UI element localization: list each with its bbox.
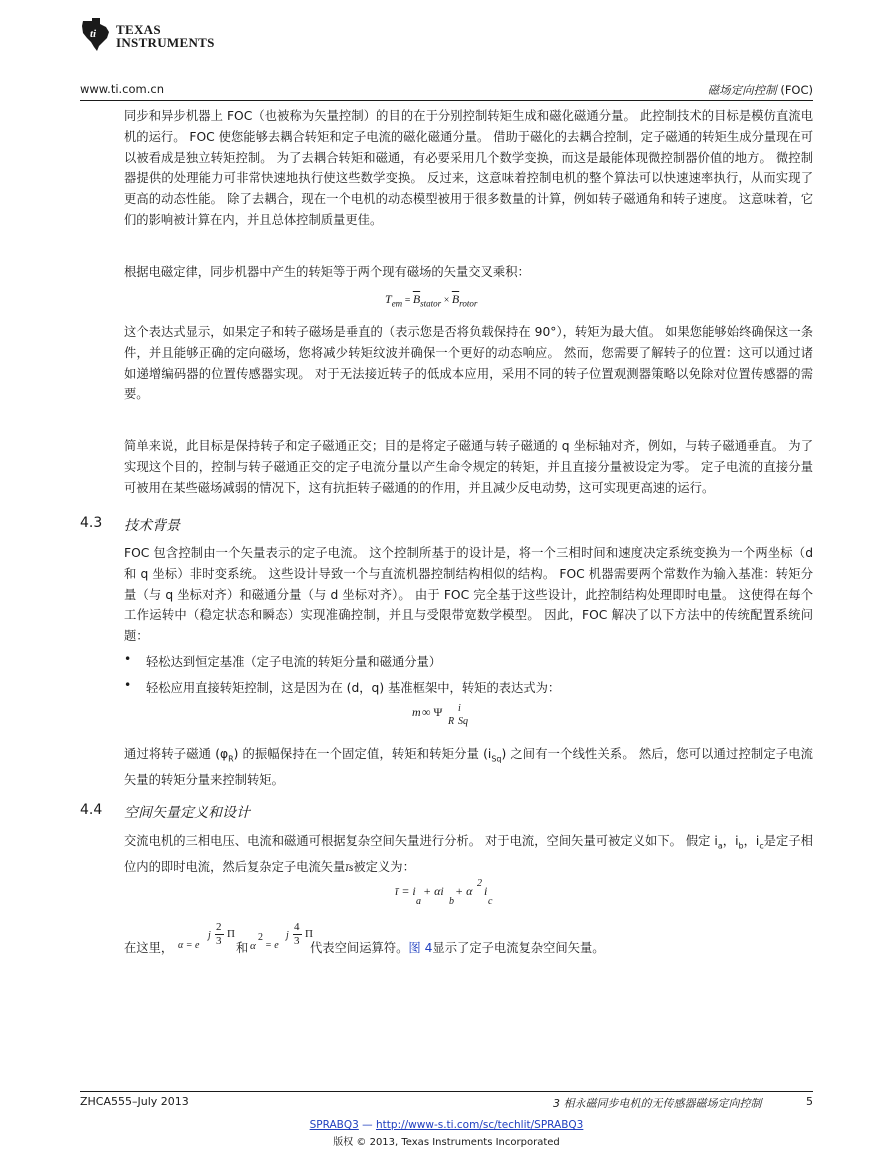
equation-space-vector bbox=[395, 880, 515, 912]
brand-line-1: TEXAS bbox=[116, 22, 161, 37]
p8-tail bbox=[310, 938, 605, 956]
section-4-4-number: 4.4 bbox=[80, 802, 103, 818]
p8-alpha2: α bbox=[250, 940, 256, 952]
eq2-i: i bbox=[458, 703, 461, 714]
paragraph-space-vector bbox=[124, 831, 813, 878]
paragraph-torque-law: 根据电磁定律，同步机器中产生的转矩等于两个现有磁场的矢量交叉乘积： bbox=[124, 265, 530, 279]
eq3-alpha2-term: + α bbox=[455, 884, 473, 898]
running-header-abbr: (FOC) bbox=[776, 83, 813, 97]
eq2-sq-sub: Sq bbox=[458, 716, 468, 727]
equation-torque bbox=[385, 292, 477, 308]
p8-exp1-num: 2 bbox=[216, 921, 222, 933]
p8-exp2-den: 3 bbox=[294, 935, 300, 947]
eq3-i: i bbox=[484, 884, 488, 898]
footer-copyright: 版权 © 2013, Texas Instruments Incorporated bbox=[333, 1137, 560, 1148]
bullet-2-mark: • bbox=[124, 678, 132, 692]
eq3-sub-c: c bbox=[488, 896, 493, 907]
p8-alpha2-sup: 2 bbox=[258, 932, 263, 943]
p8-part-b: 代表空间运算符。 bbox=[310, 941, 409, 955]
svg-text:ti: ti bbox=[90, 28, 97, 40]
p6-part-b: ) 的振幅保持在一个固定值，转矩和转矩分量 (i bbox=[233, 747, 492, 761]
header-rule bbox=[80, 100, 813, 101]
p6-sub-sq: Sq bbox=[491, 754, 502, 764]
p8-exp1-den: 3 bbox=[216, 935, 222, 947]
footer-link-separator: — bbox=[358, 1119, 377, 1131]
paragraph-linear-relation bbox=[124, 744, 813, 791]
section-4-3-title: 技术背景 bbox=[124, 518, 180, 534]
paragraph-alpha-operator bbox=[124, 918, 813, 958]
p8-eq2: = e bbox=[265, 940, 279, 951]
footer-doc-link[interactable]: SPRABQ3 bbox=[309, 1119, 359, 1131]
p7-part-b: ，i bbox=[722, 834, 739, 848]
paragraph-orthogonal: 简单来说，此目标是保持转子和定子磁通正交；目的是将定子磁通与转子磁通的 q 坐标轴对齐，例如，与转子磁通垂直。 为了实现这个目的，控制与转子磁通正交的定子电流分量以产生命令规定的转矩，并且直接分量被设定为零。 定子电流的直接分量可被用在某些磁场减弱的情况下，这有抗拒转子磁通的的作用，并且减少反电动势，这可实现更高速的运行。 bbox=[124, 439, 813, 495]
eq1-b-rotor-sub: rotor bbox=[459, 298, 478, 309]
p7-vector-is: īs bbox=[345, 860, 354, 875]
p6-part-c: ) 之间有一个线性关系。 然后，您可以通过控制定子电流矢量的转矩分量来控制转矩。 bbox=[124, 747, 813, 788]
equation-torque-dq bbox=[412, 705, 492, 733]
p8-exp1-j: j bbox=[208, 930, 211, 941]
eq3-alpha-term: + αi bbox=[423, 884, 444, 898]
paragraph-tech-background: FOC 包含控制由一个矢量表示的定子电流。 这个控制所基于的设计是，将一个三相时间和速度决定系统变换为一个两坐标（d 和 q 坐标）非时变系统。 这些设计导致一个与直流机器控制结构相似的结构。 FOC 机器需要两个常数作为输入基准：转矩分量（与 q 坐标对齐）和磁通分量（与 d 坐标对齐）。 由于 FOC 完全基于这些设计，此控制结构处理即时电量。 这使得在每个工作运转中（稳定状态和瞬态）实现准确控制，并且与受限带宽数学模型。 因此，FOC 解决了以下方法中的传统配置系统问题： bbox=[124, 546, 813, 644]
bullet-1-mark: • bbox=[124, 652, 132, 666]
p7-part-c: ，i bbox=[743, 834, 760, 848]
running-header-title: 磁场定向控制 bbox=[707, 83, 777, 97]
eq3-lhs: ī = i bbox=[395, 884, 416, 898]
footer-link-line bbox=[0, 1119, 893, 1131]
p7-part-a: 交流电机的三相电压、电流和磁通可根据复杂空间矢量进行分析。 对于电流，空间矢量可被定义如下。 假定 i bbox=[124, 834, 718, 848]
eq1-lhs: T bbox=[385, 292, 392, 306]
bullet-2-text: 轻松应用直接转矩控制，这是因为在 (d，q) 基准框架中，转矩的表达式为： bbox=[146, 681, 561, 695]
figure-4-link[interactable]: 图 4 bbox=[408, 941, 433, 955]
ti-logo bbox=[80, 16, 230, 54]
eq1-lhs-sub: em bbox=[391, 298, 403, 309]
footer-url-link[interactable]: http://www-s.ti.com/sc/techlit/SPRABQ3 bbox=[376, 1119, 584, 1131]
eq1-b-rotor: $\overline{B}$ bbox=[451, 292, 460, 306]
website-link[interactable]: www.ti.com.cn bbox=[80, 82, 165, 96]
eq1-times: × bbox=[441, 295, 452, 306]
eq1-b-stator-sub: stator bbox=[420, 298, 442, 309]
brand-line-2: INSTRUMENTS bbox=[116, 35, 215, 50]
p8-part-c: 显示了定子电流复杂空间矢量。 bbox=[432, 941, 605, 955]
footer-rule bbox=[80, 1091, 813, 1092]
eq3-sup-2: 2 bbox=[477, 878, 482, 889]
p8-exp2-num: 4 bbox=[294, 921, 300, 933]
p8-alpha: α = e bbox=[178, 940, 200, 951]
bullet-1-text: 轻松达到恒定基准（定子电流的转矩分量和磁通分量） bbox=[146, 655, 442, 669]
running-header bbox=[708, 82, 813, 98]
eq2-proportional-psi: ∞ Ψ bbox=[422, 705, 443, 719]
eq3-sub-b: b bbox=[449, 896, 454, 907]
p7-sub-a: a bbox=[717, 841, 723, 851]
eq2-m: m bbox=[412, 705, 421, 719]
p6-sub-r: R bbox=[228, 754, 234, 764]
eq1-equals: = bbox=[402, 295, 413, 306]
paragraph-foc-intro: 同步和异步机器上 FOC（也被称为矢量控制）的目的在于分别控制转矩生成和磁化磁通分量。 此控制技术的目标是模仿直流电机的运行。 FOC 使您能够去耦合转矩和定子电流的磁化磁通分量。 借助于磁化的去耦合控制，定子磁通的转矩生成分量现在可以被看成是独立转矩控制。 为了去耦合转矩和磁通，有必要采用几个数学变换，而这是最能体现微控制器价值的地方。 微控制器提供的处理能力可非常快速地执行使这些数学变换。 反过来，这意味着控制电机的整个算法可以快速速率执行，从而实现了更高的动态性能。 除了去耦合，现在一个电机的动态模型被用于很多数量的计算，例如转子磁通角和转子速度。 这意味着，它们的影响被计算在内，并且总体控制质量更佳。 bbox=[124, 109, 813, 227]
p8-exp2-pi: Π bbox=[305, 928, 313, 940]
footer-chapter-title: 3 相永磁同步电机的无传感器磁场定向控制 bbox=[553, 1097, 762, 1110]
p6-part-a: 通过将转子磁通 (φ bbox=[124, 747, 229, 761]
p8-and: 和 bbox=[236, 941, 249, 955]
eq3-sub-a: a bbox=[416, 896, 421, 907]
footer-page-number: 5 bbox=[806, 1095, 813, 1108]
eq2-r-sub: R bbox=[448, 716, 455, 727]
footer-doc-id: ZHCA555–July 2013 bbox=[80, 1095, 189, 1108]
section-4-3-number: 4.3 bbox=[80, 515, 103, 531]
texas-state-logo-icon bbox=[80, 16, 112, 52]
p8-exp1-pi: Π bbox=[227, 928, 235, 940]
eq1-b-stator: $\overline{B}$ bbox=[412, 292, 421, 306]
p7-sub-b: b bbox=[738, 841, 744, 851]
section-4-4-title: 空间矢量定义和设计 bbox=[124, 805, 250, 821]
p7-part-d: 是定子相位内的即时电流，然后复杂定子电流矢量 bbox=[124, 834, 813, 875]
p7-part-e: 被定义为： bbox=[353, 860, 415, 875]
p8-part-a: 在这里， bbox=[124, 941, 174, 955]
paragraph-perpendicular: 这个表达式显示，如果定子和转子磁场是垂直的（表示您是否将负载保持在 90°），转矩为最大值。 如果您能够始终确保这一条件，并且能够正确的定向磁场，您将减少转矩纹波并确保一个更好的动态响应。 然而，您需要了解转子的位置：这可以通过诸如递增编码器的位置传感器实现。 对于无法接近转子的低成本应用，采用不同的转子位置观测器策略以免除对位置传感器的需要。 bbox=[124, 325, 813, 402]
p8-exp2-j: j bbox=[286, 930, 289, 941]
p7-sub-c: c bbox=[759, 841, 764, 851]
